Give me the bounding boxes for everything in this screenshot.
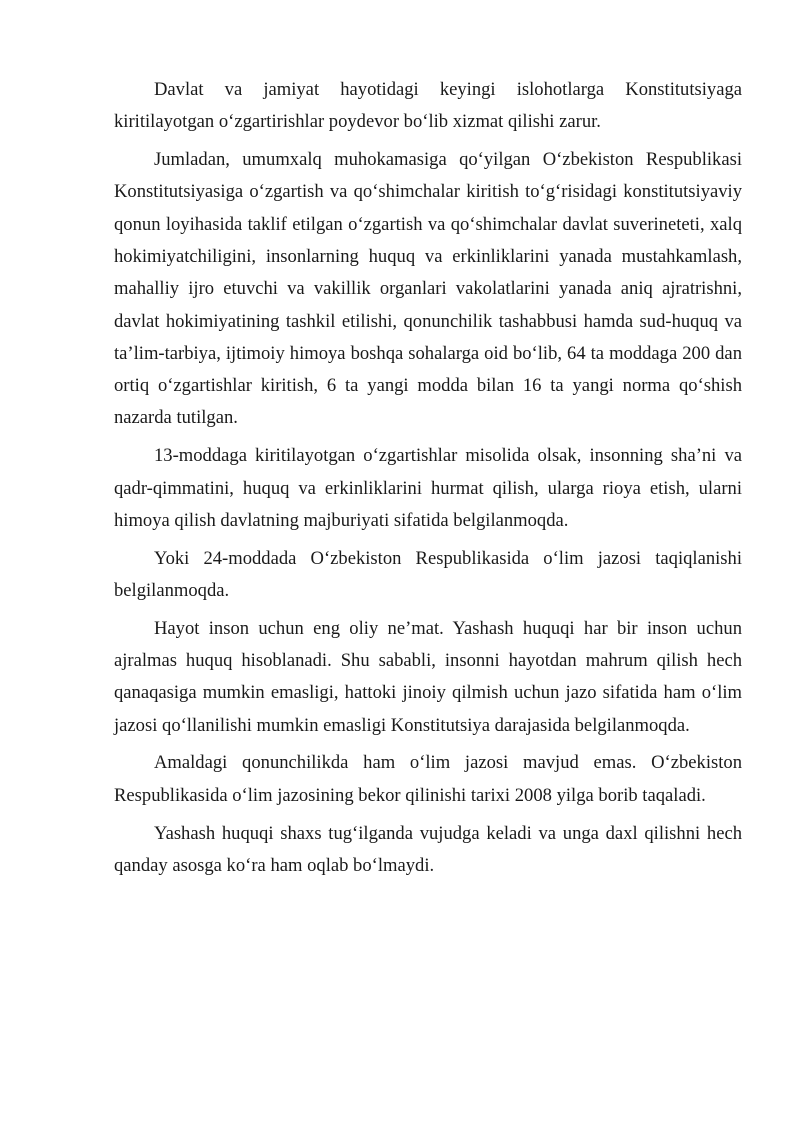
paragraph-reforms-foundation: Davlat va jamiyat hayotidagi keyingi islohotlarga Konstitutsiyaga kiritilayotgan oʻzgartirishlar poydevor boʻlib xizmat qilishi zarur. xyxy=(114,79,742,133)
paragraph-right-to-life: Hayot inson uchun eng oliy neʼmat. Yashash huquqi har bir inson uchun ajralmas huquq hisoblanadi. Shu sababli, insonni hayotdan mahrum qilish hech qanaqasiga mumkin emasligi, hattoki jinoiy qilmish uchun jazo sifatida ham oʻlim jazosi qoʻllanilishi mumkin emasligi Konstitutsiya darajasida belgilanmoqda. xyxy=(114,617,742,736)
paragraph-death-penalty-history: Amaldagi qonunchilikda ham oʻlim jazosi mavjud emas. Oʻzbekiston Respublikasida oʻlim jazosining bekor qilinishi tarixi 2008 yilga borib taqaladi. xyxy=(114,752,742,806)
paragraph-constitutional-draft: Jumladan, umumxalq muhokamasiga qoʻyilgan Oʻzbekiston Respublikasi Konstitutsiyasiga oʻzgartish va qoʻshimchalar kiritish toʻgʻrisidagi konstitutsiyaviy qonun loyihasida taklif etilgan oʻzgartish va qoʻshimchalar davlat suverineteti, xalq hokimiyatchiligini, insonlarning huquq va erkinliklarini yanada mustahkamlash, mahalliy ijro etuvchi va vakillik organlari vakolatlarini yanada aniq ajratrishni, davlat hokimiyatining tashkil etilishi, qonunchilik tashabbusi hamda sud-huquq va taʼlim-tarbiya, ijtimoiy himoya boshqa sohalarga oid boʻlib, 64 ta moddaga 200 dan ortiq oʻzgartishlar kiritish, 6 ta yangi modda bilan 16 ta yangi norma qoʻshish nazarda tutilgan. xyxy=(114,149,742,429)
paragraph-life-inviolable: Yashash huquqi shaxs tugʻilganda vujudga keladi va unga daxl qilishni hech qanday asosga koʻra ham oqlab boʻlmaydi. xyxy=(114,822,742,876)
document-page xyxy=(114,74,742,888)
paragraph-article-24: Yoki 24-moddada Oʻzbekiston Respublikasida oʻlim jazosi taqiqlanishi belgilanmoqda. xyxy=(114,547,742,601)
paragraph-article-13: 13-moddaga kiritilayotgan oʻzgartishlar misolida olsak, insonning shaʼni va qadr-qimmatini, huquq va erkinliklarini hurmat qilish, ularga rioya etish, ularni himoya qilish davlatning majburiyati sifatida belgilanmoqda. xyxy=(114,445,742,531)
